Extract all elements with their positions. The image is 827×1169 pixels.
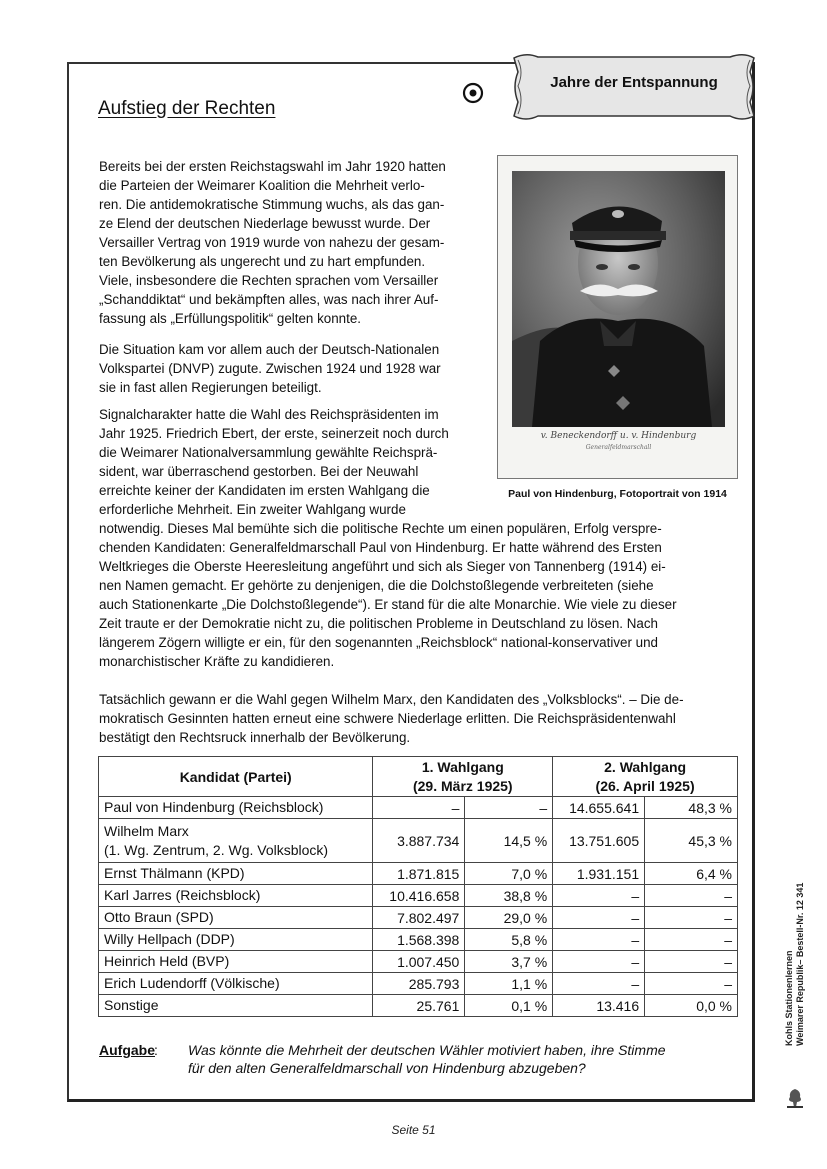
cell-r1-pct: 14,5 % [465,819,553,863]
text-line: die Weimarer Nationalversammlung gewählte Reichsprä- [99,445,438,460]
candidate-name: Sonstige [104,997,159,1013]
table-row [99,797,738,819]
cell-r2-votes: 13.751.605 [553,819,645,863]
cell-r1-pct: 29,0 % [465,907,553,929]
cell-r2-votes: – [553,929,645,951]
portrait-illustration [512,171,725,427]
task-question-line1: Was könnte die Mehrheit der deutschen Wähler motiviert haben, ihre Stimme [188,1042,666,1058]
table-row [99,995,738,1017]
cell-r2-pct: – [645,907,738,929]
candidate-cell [99,929,373,951]
text-line: sie in fast allen Regierungen beteiligt. [99,380,322,395]
candidate-cell [99,907,373,929]
candidate-name: Willy Hellpach (DDP) [104,931,235,947]
portrait-image [512,171,725,427]
cell-r2-votes: – [553,907,645,929]
table-row [99,929,738,951]
election-results-table [98,756,738,1017]
table-row [99,819,738,863]
text-line: längerem Zögern willigte er ein, für den sogenannten „Reichsblock“ national-konservativer und [99,635,658,650]
scroll-banner [508,52,760,122]
cell-r2-pct: – [645,951,738,973]
table-row [99,951,738,973]
candidate-name: Ernst Thälmann (KPD) [104,865,245,881]
task-colon: : [154,1042,158,1058]
candidate-name: Wilhelm Marx [104,822,189,839]
page-number: Seite 51 [391,1123,436,1137]
side-imprint-line2: Weimarer Republik– Bestell-Nr. 12 341 [795,882,805,1046]
cell-r2-pct: 45,3 % [645,819,738,863]
cell-r1-votes: 3.887.734 [373,819,465,863]
cell-r1-votes: 25.761 [373,995,465,1017]
cell-r1-pct: – [465,797,553,819]
cell-r1-pct: 3,7 % [465,951,553,973]
text-line: ze Elend der deutschen Niederlage bewusst wurde. Der [99,216,431,231]
cell-r2-votes: – [553,951,645,973]
cell-r2-pct: – [645,973,738,995]
cell-r1-pct: 1,1 % [465,973,553,995]
side-imprint [784,882,805,1047]
text-line: Versailler Vertrag von 1919 wurde von nahezu der gesam- [99,235,445,250]
text-line: Signalcharakter hatte die Wahl des Reichspräsidenten im [99,407,439,422]
cell-r2-votes: – [553,973,645,995]
cell-r2-pct: 48,3 % [645,797,738,819]
candidate-cell [99,995,373,1017]
text-line: ren. Die antidemokratische Stimmung wuchs, als das gan- [99,197,445,212]
side-imprint-line1: Kohls Stationenlernen [784,950,794,1046]
text-line: die Parteien der Weimarer Koalition die Mehrheit verlo- [99,178,425,193]
text-line: Viele, insbesondere die Rechten sprachen vom Versailler [99,273,439,288]
header-candidate: Kandidat (Partei) [99,757,373,797]
cell-r1-votes: 1.007.450 [373,951,465,973]
header-round1-date: (29. März 1925) [412,777,513,794]
text-line: Die Situation kam vor allem auch der Deutsch-Nationalen [99,342,440,357]
table-row [99,885,738,907]
photo-caption: Paul von Hindenburg, Fotoportrait von 1914 [508,488,727,500]
cell-r1-votes: 1.568.398 [373,929,465,951]
text-line: chenden Kandidaten: Generalfeldmarschall Paul von Hindenburg. Er hatte während des Ersten [99,540,662,555]
text-line: fassung als „Erfüllungspolitik“ gelten konnte. [99,311,362,326]
cell-r2-pct: – [645,885,738,907]
cell-r1-pct: 0,1 % [465,995,553,1017]
table-row [99,863,738,885]
header-round1-title: 1. Wahlgang [421,758,504,775]
portrait-photo [497,155,738,479]
task-label: Aufgabe [99,1042,155,1058]
candidate-cell [99,863,373,885]
candidate-name: Paul von Hindenburg (Reichsblock) [104,799,324,815]
candidate-party-note: (1. Wg. Zentrum, 2. Wg. Volksblock) [104,841,329,858]
candidate-cell [99,973,373,995]
cell-r2-pct: 6,4 % [645,863,738,885]
cell-r2-pct: – [645,929,738,951]
candidate-name: Erich Ludendorff (Völkische) [104,975,280,991]
cell-r1-pct: 38,8 % [465,885,553,907]
text-line: ten Bevölkerung als ungerecht und zu hart empfunden. [99,254,426,269]
cell-r1-votes: 10.416.658 [373,885,465,907]
header-round2-date: (26. April 1925) [595,777,695,794]
banner-label: Jahre der Entspannung [550,74,718,91]
publisher-logo-icon [785,1087,805,1109]
text-line: erreichte keiner der Kandidaten im ersten Wahlgang die [99,483,430,498]
text-line: Tatsächlich gewann er die Wahl gegen Wilhelm Marx, den Kandidaten des „Volksblocks“. – Die de- [99,692,684,707]
text-line: auch Stationenkarte „Die Dolchstoßlegende“). Er stand für die alte Monarchie. Wie viele zu dieser [99,597,677,612]
text-line: mokratisch Gesinnten hatten erneut eine schwere Niederlage erlitten. Die Reichspräsidentenwahl [99,711,676,726]
target-icon [462,82,484,104]
photo-signature: v. Beneckendorff u. v. Hindenburg [540,431,697,441]
cell-r2-votes: 14.655.641 [553,797,645,819]
cell-r1-pct: 7,0 % [465,863,553,885]
text-line: notwendig. Dieses Mal bemühte sich die politische Rechte um einen populären, Erfolg verspre- [99,521,662,536]
text-line: Volkspartei (DNVP) zugute. Zwischen 1924 und 1928 war [99,361,441,376]
text-line: monarchistischer Kräfte zu kandidieren. [99,654,335,669]
text-line: nen Namen gemacht. Er gehörte zu denjenigen, die die Dolchstoßlegende verbreiteten (siehe [99,578,654,593]
cell-r1-votes: 285.793 [373,973,465,995]
cell-r1-votes: – [373,797,465,819]
task-question-line2: für den alten Generalfeldmarschall von Hindenburg abzugeben? [188,1060,586,1076]
page-title: Aufstieg der Rechten [98,97,276,119]
cell-r2-votes: 1.931.151 [553,863,645,885]
text-line: Weltkrieges die Oberste Heeresleitung angeführt und sich als Sieger von Tannenberg (1914) ei- [99,559,666,574]
cell-r2-votes: – [553,885,645,907]
header-round2 [553,757,738,797]
candidate-name: Karl Jarres (Reichsblock) [104,887,261,903]
photo-signature-rank: Generalfeldmarschall [585,444,652,451]
cell-r2-votes: 13.416 [553,995,645,1017]
candidate-cell [99,797,373,819]
table-row [99,907,738,929]
table-row [99,973,738,995]
text-line: bestätigt den Rechtsruck innerhalb der Bevölkerung. [99,730,411,745]
text-line: „Schanddiktat“ und bekämpften alles, was nach ihrer Auf- [99,292,439,307]
text-line: Bereits bei der ersten Reichstagswahl im Jahr 1920 hatten [99,159,446,174]
header-round1 [373,757,553,797]
candidate-name: Otto Braun (SPD) [104,909,214,925]
cell-r2-pct: 0,0 % [645,995,738,1017]
table-header-row [99,757,738,797]
candidate-cell [99,819,373,863]
candidate-cell [99,885,373,907]
text-line: erforderliche Mehrheit. Ein zweiter Wahlgang wurde [99,502,406,517]
candidate-name: Heinrich Held (BVP) [104,953,230,969]
cell-r1-votes: 1.871.815 [373,863,465,885]
table-body [99,797,738,1017]
text-line: Jahr 1925. Friedrich Ebert, der erste, seinerzeit noch durch [99,426,449,441]
text-line: Zeit traute er der Demokratie nicht zu, die politischen Probleme in Deutschland zu lösen. Nach [99,616,658,631]
text-line: sident, war überraschend gestorben. Bei der Neuwahl [99,464,419,479]
cell-r1-votes: 7.802.497 [373,907,465,929]
cell-r1-pct: 5,8 % [465,929,553,951]
candidate-cell [99,951,373,973]
header-round2-title: 2. Wahlgang [604,758,687,775]
